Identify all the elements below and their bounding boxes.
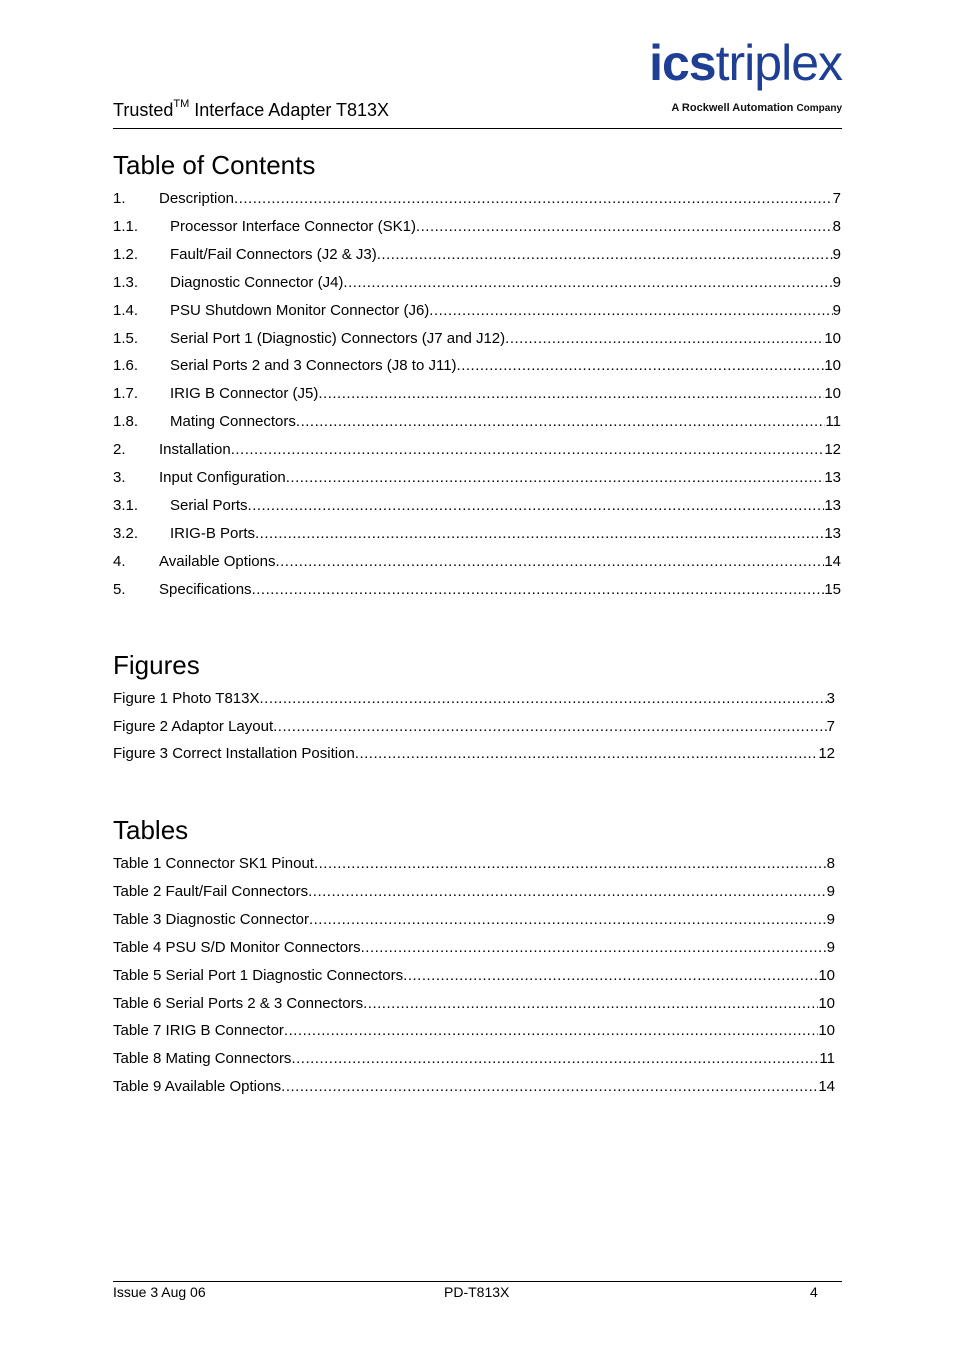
logo-tagline-text: A Rockwell Automation [671,102,794,114]
dot-leader [308,883,827,900]
toc-entry[interactable] [113,497,841,517]
dot-leader [309,911,827,928]
toc-entry[interactable] [113,1022,835,1042]
entry-page-number: 11 [819,1050,835,1068]
dot-leader [234,190,833,207]
toc-entry[interactable] [113,469,841,489]
toc-entry[interactable] [113,690,835,710]
page-footer [113,1281,842,1300]
dot-leader [284,1022,818,1039]
entry-text: PSU Shutdown Monitor Connector (J6) [170,301,430,319]
entry-number: 1.4. [113,301,139,319]
toc-entry[interactable] [113,553,841,573]
toc-entry[interactable] [113,413,841,433]
toc-title: Table of Contents [113,150,316,180]
title-suffix: Interface Adapter T813X [189,100,390,120]
entry-page-number: 8 [832,217,841,235]
company-logo [612,35,842,118]
entry-page-number: 9 [832,273,841,291]
entry-text: Figure 3 Correct Installation Position [113,745,355,762]
toc-entry[interactable] [113,190,841,210]
dot-leader [259,690,826,707]
toc-entry[interactable] [113,718,835,738]
logo-company-text: Company [796,103,842,114]
toc-entry[interactable] [113,883,835,903]
dot-leader [255,525,824,542]
tables-title: Tables [113,815,189,845]
entry-page-number: 14 [824,552,841,570]
entry-page-number: 9 [826,910,835,928]
entry-text: Table 2 Fault/Fail Connectors [113,882,309,900]
entry-text: Fault/Fail Connectors (J2 & J3) [170,245,377,263]
dot-leader [248,497,825,514]
toc-entry[interactable] [113,330,841,350]
entry-text: Input Configuration [159,469,286,486]
toc-entry[interactable] [113,357,841,377]
entry-number: 3. [113,469,126,486]
dot-leader [286,469,825,486]
entry-page-number: 9 [826,938,835,956]
dot-leader [275,553,824,570]
entry-page-number: 14 [818,1078,835,1096]
toc-entry[interactable] [113,1078,835,1098]
toc-entry[interactable] [113,441,841,461]
dot-leader [363,995,818,1012]
dot-leader [296,413,826,430]
dot-leader [403,967,818,984]
entry-page-number: 9 [826,882,835,900]
toc-entry[interactable] [113,745,835,765]
toc-entry[interactable] [113,525,841,545]
entry-text: Figure 1 Photo T813X [113,690,260,707]
entry-page-number: 13 [824,469,841,486]
dot-leader [361,939,827,956]
entry-page-number: 12 [818,745,835,762]
toc-entry[interactable] [113,855,835,875]
document-title [113,100,389,121]
entry-page-number: 13 [824,496,841,514]
entry-text: Table 9 Available Options [113,1078,282,1096]
entry-number: 5. [113,580,126,598]
dot-leader [505,330,824,347]
entry-text: Description [159,190,235,207]
entry-text: Serial Ports [170,496,248,514]
dot-leader [281,1078,818,1095]
logo-ics: ics [649,35,716,91]
entry-number: 1. [113,190,126,207]
entry-number: 1.1. [113,217,139,235]
entry-page-number: 10 [824,329,841,347]
dot-leader [343,274,832,291]
entry-text: IRIG B Connector (J5) [170,385,319,403]
entry-number: 1.5. [113,329,139,347]
toc-entry[interactable] [113,939,835,959]
entry-text: Figure 2 Adaptor Layout [113,717,274,735]
dot-leader [318,385,824,402]
entry-number: 4. [113,552,126,570]
entry-text: Table 1 Connector SK1 Pinout [113,855,314,872]
entry-number: 3.2. [113,524,139,542]
entry-number: 1.3. [113,273,139,291]
entry-text: Table 7 IRIG B Connector [113,1022,284,1040]
toc-entry[interactable] [113,1050,835,1070]
entry-page-number: 10 [818,994,835,1012]
dot-leader [314,855,827,872]
entry-number: 2. [113,441,126,459]
entry-page-number: 10 [818,966,835,984]
toc-entry[interactable] [113,581,841,601]
entry-text: Serial Ports 2 and 3 Connectors (J8 to J11) [170,357,457,375]
entry-text: Installation [159,441,231,459]
toc-entry[interactable] [113,218,841,238]
dot-leader [377,246,833,263]
entry-text: Table 6 Serial Ports 2 & 3 Connectors [113,994,364,1012]
logo-tagline [671,102,842,114]
entry-number: 3.1. [113,496,139,514]
entry-number: 1.7. [113,385,139,403]
entry-text: Table 4 PSU S/D Monitor Connectors [113,938,361,956]
entry-page-number: 11 [825,413,841,431]
figures-title: Figures [113,650,200,680]
dot-leader [429,302,832,319]
entry-page-number: 10 [824,385,841,403]
entry-text: Table 8 Mating Connectors [113,1050,292,1068]
entry-number: 1.8. [113,413,139,431]
footer-issue: Issue 3 Aug 06 [113,1284,206,1300]
footer-page-number: 4 [810,1284,818,1300]
entry-page-number: 7 [826,717,835,735]
footer-doc-id: PD-T813X [444,1284,510,1300]
dot-leader [355,745,819,762]
entry-page-number: 7 [832,190,841,207]
entry-text: Mating Connectors [170,413,296,431]
entry-page-number: 10 [818,1022,835,1040]
trademark-mark: TM [173,98,190,110]
toc-entry[interactable] [113,302,841,322]
entry-text: Processor Interface Connector (SK1) [170,217,416,235]
entry-text: Table 5 Serial Port 1 Diagnostic Connectors [113,966,404,984]
toc-entry[interactable] [113,274,841,294]
entry-page-number: 15 [824,580,841,598]
logo-wordmark [649,35,842,91]
dot-leader [231,441,825,458]
toc-entry[interactable] [113,385,841,405]
entry-page-number: 3 [826,690,835,707]
dot-leader [457,357,825,374]
toc-entry[interactable] [113,995,835,1015]
entry-text: Available Options [159,552,276,570]
dot-leader [416,218,833,235]
entry-number: 1.6. [113,357,139,375]
entry-text: Diagnostic Connector (J4) [170,273,344,291]
entry-page-number: 12 [824,441,841,459]
dot-leader [252,581,825,598]
entry-page-number: 10 [824,357,841,375]
entry-text: Serial Port 1 (Diagnostic) Connectors (J7 and J12) [170,329,506,347]
entry-number: 1.2. [113,245,139,263]
toc-entry[interactable] [113,911,835,931]
entry-text: Specifications [159,580,252,598]
logo-triplex: triplex [715,35,842,91]
entry-text: IRIG-B Ports [170,524,256,542]
toc-entry[interactable] [113,246,841,266]
dot-leader [291,1050,819,1067]
toc-entry[interactable] [113,967,835,987]
title-prefix: Trusted [113,100,174,120]
entry-page-number: 13 [824,524,841,542]
entry-page-number: 9 [832,301,841,319]
entry-page-number: 8 [826,855,835,872]
entry-page-number: 9 [832,245,841,263]
dot-leader [273,718,827,735]
entry-text: Table 3 Diagnostic Connector [113,910,309,928]
page-header [113,35,842,129]
